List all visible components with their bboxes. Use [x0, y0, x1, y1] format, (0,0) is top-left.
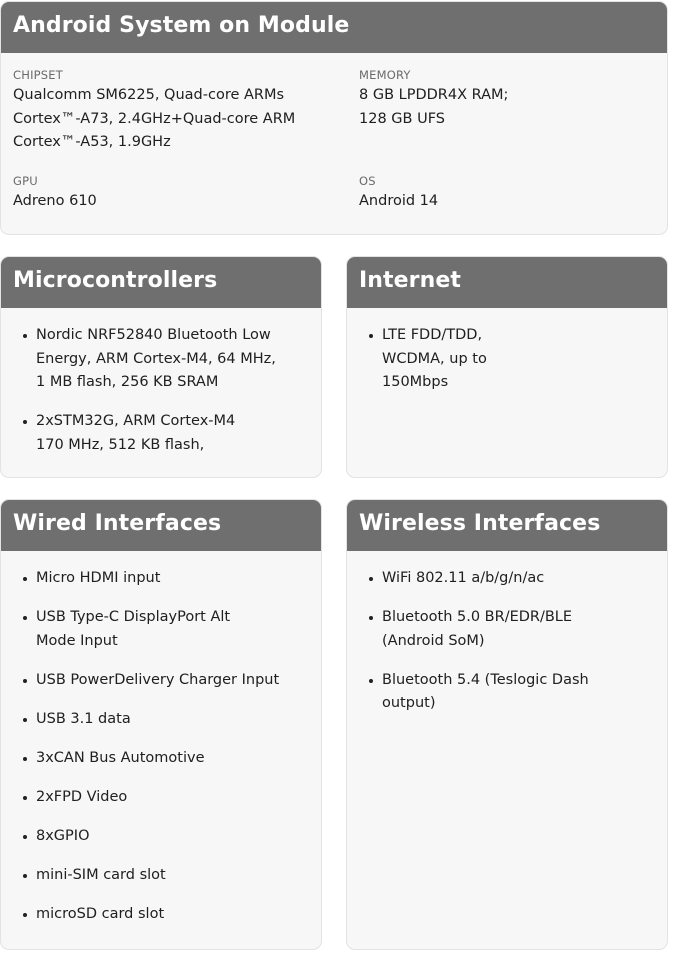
list-item: Micro HDMI input	[23, 567, 311, 591]
internet-list	[347, 308, 667, 395]
list-item: Bluetooth 5.0 BR/EDR/BLE (Android SoM)	[369, 606, 657, 653]
list-item: WiFi 802.11 a/b/g/n/ac	[369, 567, 657, 591]
internet-card	[346, 256, 668, 478]
os-value: Android 14	[359, 193, 439, 209]
gpu-value: Adreno 610	[13, 193, 97, 209]
wired-title: Wired Interfaces	[1, 500, 321, 551]
list-item: mini-SIM card slot	[23, 864, 311, 888]
gpu-label: GPU	[13, 174, 38, 188]
som-card	[0, 1, 668, 235]
microcontrollers-card	[0, 256, 322, 478]
list-item: Nordic NRF52840 Bluetooth Low Energy, ARM Cortex-M4, 64 MHz, 1 MB flash, 256 KB SRAM	[23, 324, 311, 395]
memory-value: 8 GB LPDDR4X RAM; 128 GB UFS	[359, 87, 509, 127]
list-item: 2xFPD Video	[23, 786, 311, 810]
list-item: 8xGPIO	[23, 825, 311, 849]
internet-title: Internet	[347, 257, 667, 308]
chipset-label: CHIPSET	[13, 68, 63, 82]
som-title: Android System on Module	[1, 2, 667, 53]
wired-card	[0, 499, 322, 950]
list-item: 3xCAN Bus Automotive	[23, 747, 311, 771]
list-item: Bluetooth 5.4 (Teslogic Dash output)	[369, 669, 657, 716]
wired-list	[1, 551, 321, 926]
list-item: USB Type-C DisplayPort Alt Mode Input	[23, 606, 311, 653]
microcontrollers-title: Microcontrollers	[1, 257, 321, 308]
microcontrollers-list	[1, 308, 321, 457]
list-item: USB 3.1 data	[23, 708, 311, 732]
wireless-card	[346, 499, 668, 950]
wireless-list	[347, 551, 667, 716]
list-item: LTE FDD/TDD, WCDMA, up to 150Mbps	[369, 324, 657, 395]
os-label: OS	[359, 174, 376, 188]
list-item: USB PowerDelivery Charger Input	[23, 669, 311, 693]
wireless-title: Wireless Interfaces	[347, 500, 667, 551]
list-item: 2xSTM32G, ARM Cortex-M4 170 MHz, 512 KB flash,	[23, 410, 311, 457]
memory-label: MEMORY	[359, 68, 411, 82]
list-item: microSD card slot	[23, 903, 311, 927]
chipset-value: Qualcomm SM6225, Quad-core ARMs Cortex™-A73, 2.4GHz+Quad-core ARM Cortex™-A53, 1.9GHz	[13, 87, 296, 150]
